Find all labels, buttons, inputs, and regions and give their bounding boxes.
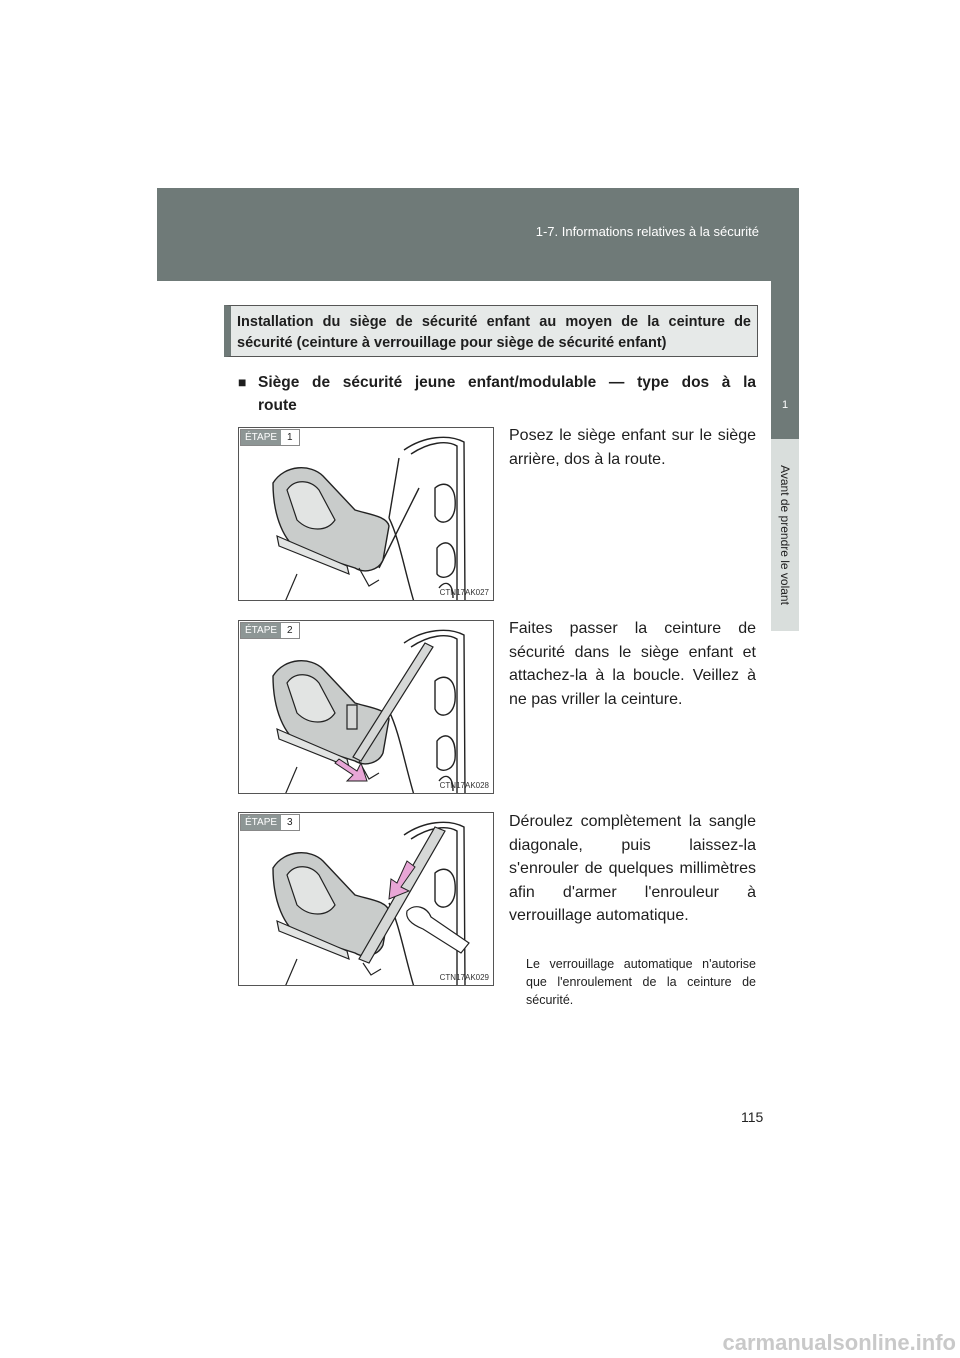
step-label [240,429,300,446]
step-3-text: Déroulez complètement la sangle diagonale, puis laissez-la s'enrouler de quelques millimètres afin d'armer l'enrouleur à verrouillage automatique. [509,813,756,924]
child-seat-belt-illustration [239,621,494,794]
watermark: carmanualsonline.info [722,1330,956,1355]
figure-code: CTN17AK029 [439,973,489,982]
step-2-text: Faites passer la ceinture de sécurité dans le siège enfant et attachez-la à la boucle. Veillez à ne pas vriller la ceinture. [509,620,756,708]
step-2-figure [238,620,494,794]
step-word: ÉTAPE [241,815,281,830]
note-text: Le verrouillage automatique n'autorise que l'enroulement de la ceinture de sécurité. [526,957,756,1007]
step-1-figure [238,427,494,601]
step-label [240,814,300,831]
figure-code: CTN17AK027 [439,588,489,597]
step-word: ÉTAPE [241,623,281,638]
section-title: Installation du siège de sécurité enfant au moyen de la ceinture de sécurité (ceinture à verrouillage pour siège de sécurité enfant) [237,314,751,351]
belt-retract-illustration [239,813,494,986]
square-bullet-icon: ■ [238,374,247,390]
subheading [238,371,756,417]
page-number: 115 [741,1109,764,1125]
subheading-text: Siège de sécurité jeune enfant/modulable — type dos à la route [258,374,756,414]
step-3-figure [238,812,494,986]
chapter-tab [771,281,799,439]
step-1-text: Posez le siège enfant sur le siège arrière, dos à la route. [509,427,756,468]
figure-code: CTN17AK028 [439,781,489,790]
header-title: 1-7. Informations relatives à la sécurité [535,224,759,239]
chapter-number: 1 [781,399,789,411]
chapter-tab-label-area [771,439,799,631]
header-band [157,188,799,281]
step-label [240,622,300,639]
child-seat-illustration [239,428,494,601]
step-word: ÉTAPE [241,430,281,445]
chapter-label: Avant de prendre le volant [778,465,792,605]
step-number: 1 [281,430,299,445]
section-title-box [224,305,758,357]
step-number: 2 [281,623,299,638]
step-number: 3 [281,815,299,830]
